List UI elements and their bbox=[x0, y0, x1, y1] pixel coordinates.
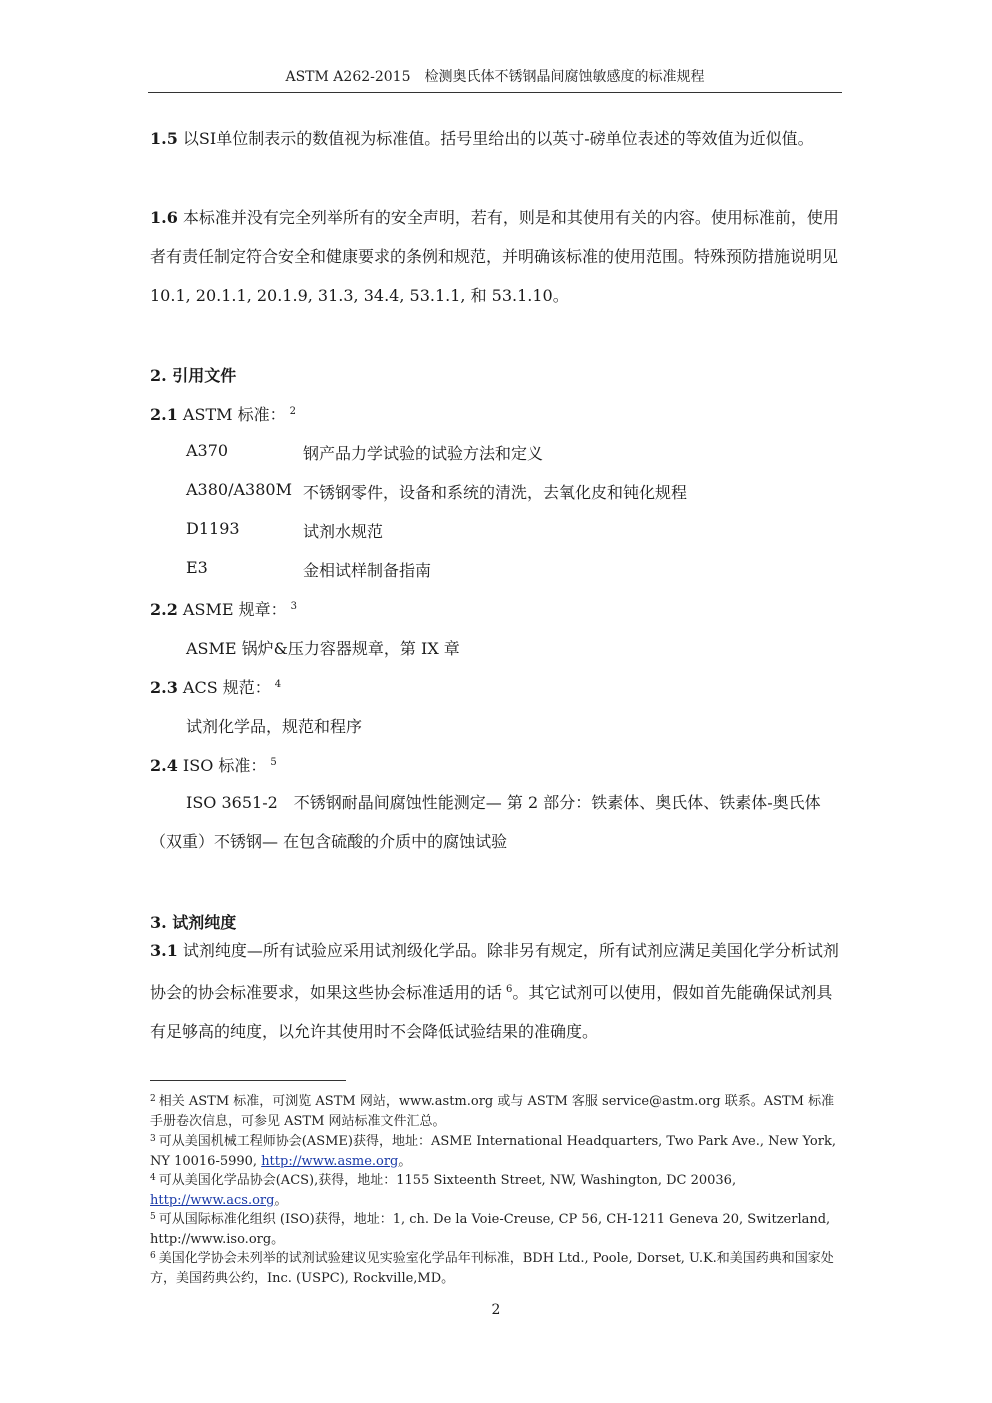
reference-item: ASME 锅炉&压力容器规章，第 IX 章 bbox=[186, 639, 460, 658]
paragraph-number: 1.6 bbox=[150, 208, 178, 227]
section-heading-2: 2. 引用文件 bbox=[150, 366, 237, 385]
paragraph-text: 试剂纯度—所有试验应采用试剂级化学品。除非另有规定，所有试剂应满足美国化学分析试剂协会的协会标准要求，如果这些协会标准适用的话 bbox=[150, 941, 839, 1002]
ref-title: 不锈钢零件，设备和系统的清洗，去氧化皮和钝化规程 bbox=[303, 483, 688, 502]
ref-code: A380/A380M bbox=[186, 480, 292, 499]
footnote-text: 可从国际标准化组织 (ISO)获得，地址：1, ch. De la Voie-Creuse, CP 56, CH-1211 Geneva 20, Switzerland, http://www.iso.org。 bbox=[150, 1212, 831, 1247]
ref-title: 试剂水规范 bbox=[303, 522, 384, 541]
footnote-number: 2 bbox=[150, 1094, 156, 1104]
subsection-number: 2.1 bbox=[150, 405, 178, 424]
footnote-6 bbox=[150, 1247, 844, 1288]
footnote-text: 可从美国机械工程师协会(ASME)获得，地址：ASME International Headquarters, Two Park Ave., New York, NY 10016-5990, bbox=[150, 1134, 836, 1169]
acs-link[interactable]: http://www.acs.org bbox=[150, 1192, 275, 1208]
footnote-4 bbox=[150, 1169, 844, 1210]
ref-code: E3 bbox=[186, 558, 208, 577]
paragraph-text: 。其它试剂可以使用，假如首先能确保试剂具有足够高的纯度，以允许其使用时不会降低试验结果的准确度。 bbox=[150, 983, 833, 1041]
footnote-ref: 4 bbox=[274, 679, 282, 690]
paragraph-number: 3.1 bbox=[150, 941, 178, 960]
footnote-number: 5 bbox=[150, 1212, 156, 1222]
reference-item: 试剂化学品，规范和程序 bbox=[186, 717, 363, 736]
ref-title: 金相试样制备指南 bbox=[303, 561, 432, 580]
page-number: 2 bbox=[491, 1302, 501, 1318]
subsection-2-4 bbox=[150, 753, 277, 776]
footnote-separator bbox=[150, 1080, 346, 1081]
subsection-2-3 bbox=[150, 675, 281, 698]
subsection-number: 2.2 bbox=[150, 600, 178, 619]
footnote-ref: 5 bbox=[270, 757, 277, 768]
subsection-text: ASTM 标准： bbox=[177, 405, 286, 424]
paragraph-text: 本标准并没有完全列举所有的安全声明，若有，则是和其使用有关的内容。使用标准前，使用者有责任制定符合安全和健康要求的条例和规范，并明确该标准的使用范围。特殊预防措施说明见 10.1, 20.1.1, 20.1.9, 31.3, 34.4, 53.1.1, 和 53.1.10。 bbox=[150, 208, 839, 305]
subsection-text: ISO 标准： bbox=[177, 756, 267, 775]
footnote-2 bbox=[150, 1090, 844, 1131]
paragraph-3-1 bbox=[150, 931, 844, 1051]
footnote-text: 相关 ASTM 标准，可浏览 ASTM 网站，www.astm.org 或与 ASTM 客服 service@astm.org 联系。ASTM 标准手册卷次信息，可参见 ASTM 网站标准文件汇总。 bbox=[150, 1094, 835, 1129]
footnote-end: 。 bbox=[274, 1192, 288, 1208]
paragraph-text: 以SI单位制表示的数值视为标准值。括号里给出的以英寸-磅单位表述的等效值为近似值。 bbox=[177, 129, 814, 148]
subsection-number: 2.3 bbox=[150, 678, 178, 697]
footnote-ref: 6 bbox=[506, 984, 513, 995]
paragraph-1-5 bbox=[150, 119, 844, 158]
subsection-number: 2.4 bbox=[150, 756, 178, 775]
footnote-ref: 3 bbox=[290, 601, 297, 612]
subsection-text: ASME 规章： bbox=[177, 600, 287, 619]
ref-code: D1193 bbox=[186, 519, 240, 538]
subsection-2-2 bbox=[150, 597, 297, 620]
footnote-number: 3 bbox=[150, 1134, 156, 1144]
footnote-number: 4 bbox=[150, 1173, 156, 1183]
footnote-5 bbox=[150, 1208, 844, 1249]
section-heading-3: 3. 试剂纯度 bbox=[150, 913, 237, 932]
reference-item: ISO 3651-2 不锈钢耐晶间腐蚀性能测定— 第 2 部分：铁素体、奥氏体、铁素体-奥氏体（双重）不锈钢— 在包含硫酸的介质中的腐蚀试验 bbox=[150, 793, 821, 851]
footnote-3 bbox=[150, 1130, 844, 1171]
subsection-2-1 bbox=[150, 402, 296, 425]
running-header: ASTM A262-2015 检测奥氏体不锈钢晶间腐蚀敏感度的标准规程 bbox=[148, 66, 842, 93]
paragraph-number: 1.5 bbox=[150, 129, 178, 148]
footnote-ref: 2 bbox=[289, 406, 296, 417]
subsection-text: ACS 规范： bbox=[177, 678, 271, 697]
footnote-text: 可从美国化学品协会(ACS),获得，地址：1155 Sixteenth Street, NW, Washington, DC 20036, bbox=[158, 1173, 737, 1188]
footnote-text: 美国化学协会未列举的试剂试验建议见实验室化学品年刊标准，BDH Ltd., Poole, Dorset, U.K.和美国药典和国家处方，美国药典公约，Inc. (USPC), Rockville,MD。 bbox=[150, 1251, 834, 1286]
footnote-number: 6 bbox=[150, 1251, 156, 1261]
asme-link[interactable]: http://www.asme.org bbox=[261, 1153, 399, 1169]
ref-code: A370 bbox=[186, 441, 229, 460]
paragraph-1-6 bbox=[150, 198, 844, 315]
footnote-end: 。 bbox=[398, 1153, 412, 1169]
ref-title: 钢产品力学试验的试验方法和定义 bbox=[303, 444, 544, 463]
